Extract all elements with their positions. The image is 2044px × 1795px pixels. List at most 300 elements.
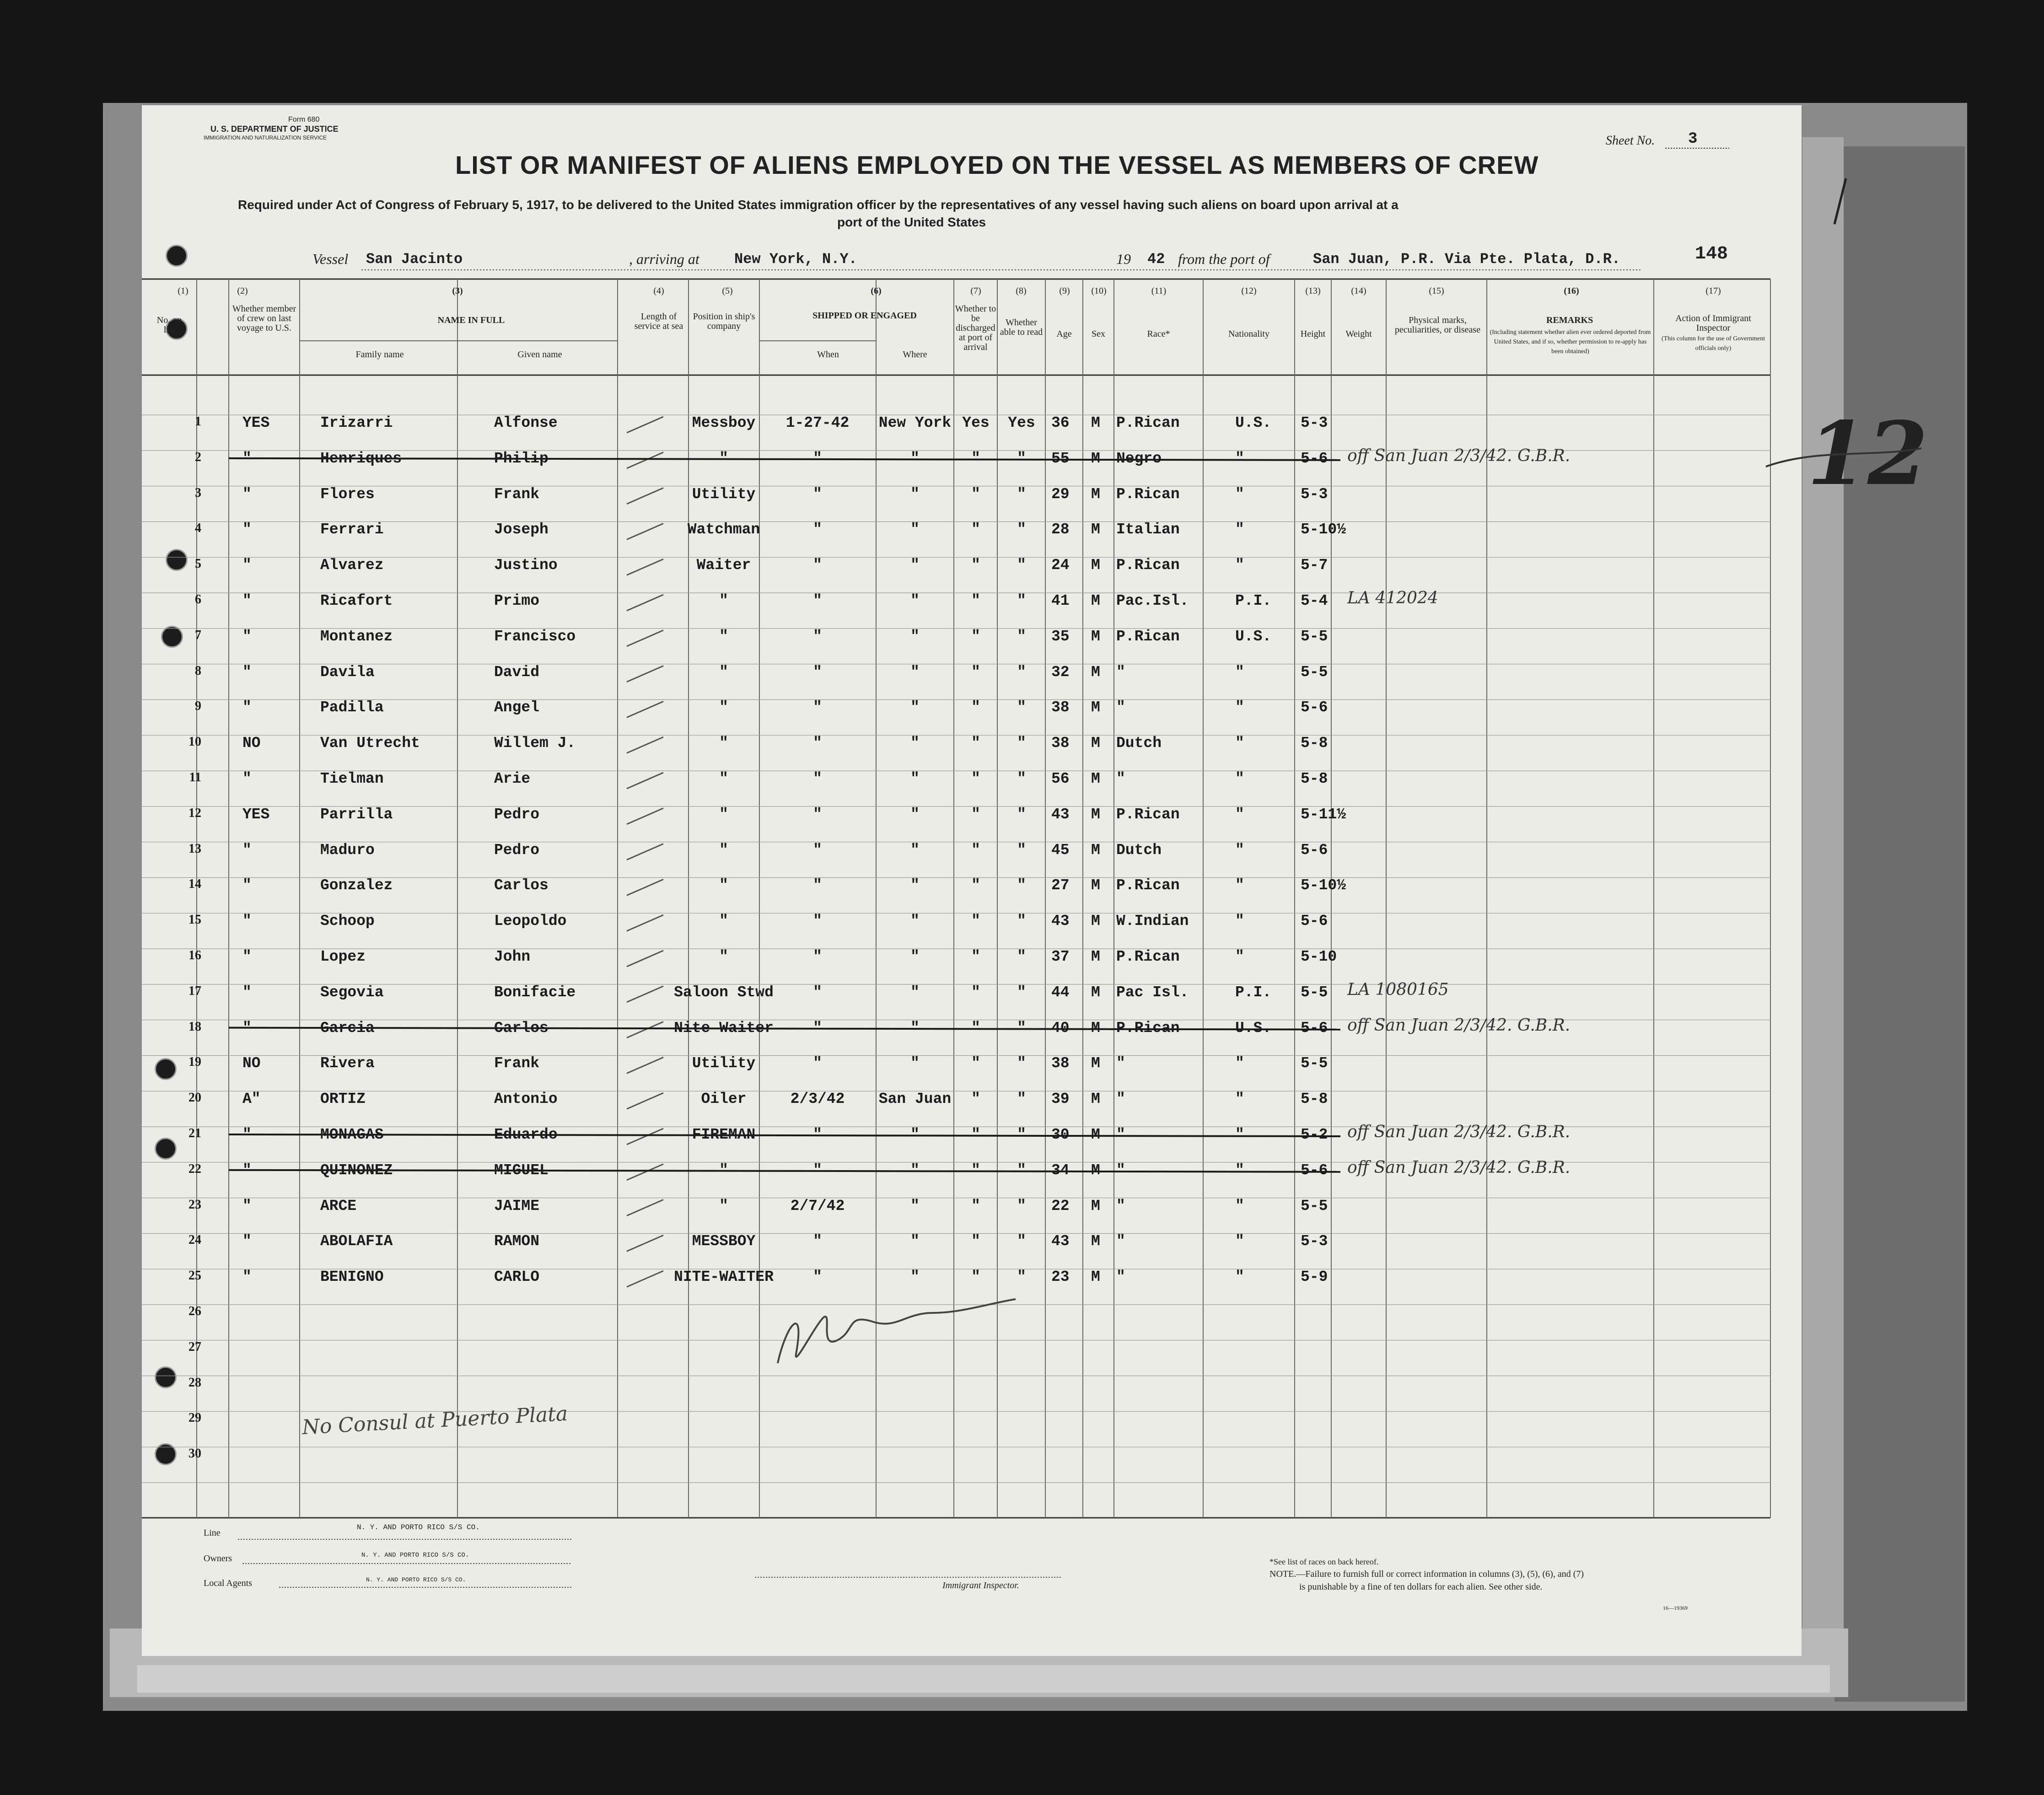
crew-discharged: " <box>971 521 980 538</box>
crew-position: " <box>719 735 728 752</box>
family-name-header: Family name <box>355 349 404 360</box>
crew-last: " <box>242 485 252 503</box>
crew-age: 41 <box>1051 592 1070 609</box>
crew-when: 2/3/42 <box>790 1091 845 1108</box>
crew-nationality: " <box>1235 806 1244 823</box>
crew-read: " <box>1017 450 1026 467</box>
crew-age: 32 <box>1051 663 1070 681</box>
line-label: Line <box>204 1528 221 1538</box>
from-port-label: from the port of <box>1178 251 1270 267</box>
crew-given: Arie <box>494 770 531 787</box>
arrival-port: New York, N.Y. <box>734 251 857 268</box>
crew-sex: M <box>1091 1126 1100 1143</box>
crew-last: " <box>242 948 252 965</box>
crew-nationality: " <box>1235 1055 1244 1072</box>
crew-height: 5-8 <box>1301 735 1328 752</box>
row-number: 8 <box>195 663 201 678</box>
crew-when: " <box>813 1019 822 1037</box>
crew-nationality: " <box>1235 450 1244 467</box>
crew-discharged: " <box>971 1268 980 1286</box>
crew-sex: M <box>1091 806 1100 823</box>
crew-last: " <box>242 628 252 645</box>
crew-where: " <box>910 1197 920 1215</box>
crew-age: 23 <box>1051 1268 1070 1286</box>
crew-discharged: " <box>971 1126 980 1143</box>
crew-age: 43 <box>1051 1233 1070 1250</box>
crew-height: 5-8 <box>1301 1091 1328 1108</box>
crew-race: Pac Isl. <box>1116 983 1189 1001</box>
crew-when: " <box>813 663 822 681</box>
row-number: 7 <box>195 628 201 642</box>
column-6-num: (6) <box>871 286 882 296</box>
crew-age: 44 <box>1051 983 1070 1001</box>
crew-age: 45 <box>1051 841 1070 859</box>
crew-sex: M <box>1091 1161 1100 1179</box>
crew-height: 5-7 <box>1301 557 1328 574</box>
crew-age: 38 <box>1051 699 1070 716</box>
crew-position: " <box>719 806 728 823</box>
column-17-label: Action of Immigrant Inspector <box>1675 313 1751 333</box>
service-name: IMMIGRATION AND NATURALIZATION SERVICE <box>204 134 327 141</box>
row-number: 9 <box>195 699 201 714</box>
crew-family: Flores <box>320 485 375 503</box>
crew-given: Alfonse <box>494 414 558 431</box>
crew-sex: M <box>1091 1233 1100 1250</box>
column-4-label: Length of service at sea <box>634 312 683 331</box>
crew-family: ORTIZ <box>320 1091 366 1108</box>
crew-height: 5-10 <box>1301 948 1337 965</box>
crew-race: " <box>1116 699 1125 716</box>
crew-nationality: " <box>1235 948 1244 965</box>
crew-read: " <box>1017 1091 1026 1108</box>
crew-read: " <box>1017 770 1026 787</box>
crew-race: Dutch <box>1116 735 1162 752</box>
crew-last: " <box>242 1197 252 1215</box>
crew-nationality: " <box>1235 913 1244 930</box>
crew-discharged: " <box>971 663 980 681</box>
crew-age: 30 <box>1051 1126 1070 1143</box>
crew-read: " <box>1017 628 1026 645</box>
row-number: 5 <box>195 557 201 571</box>
crew-where: " <box>910 877 920 894</box>
statute-line: Required under Act of Congress of February 5, 1917, to be delivered to the United States immigration officer by the representatives of any vessel having such aliens on board upon arrival at a <box>238 198 1399 212</box>
crew-last: YES <box>242 806 270 823</box>
column-10-num: (10) <box>1091 286 1107 296</box>
crew-read: " <box>1017 1126 1026 1143</box>
crew-race: " <box>1116 1161 1125 1179</box>
crew-age: 24 <box>1051 557 1070 574</box>
crew-height: 5-5 <box>1301 1197 1328 1215</box>
crew-height: 5-2 <box>1301 1126 1328 1143</box>
crew-when: " <box>813 806 822 823</box>
crew-given: Frank <box>494 485 540 503</box>
crew-height: 5-5 <box>1301 628 1328 645</box>
crew-height: 5-11½ <box>1301 806 1346 823</box>
crew-discharged: " <box>971 1161 980 1179</box>
crew-where: " <box>910 841 920 859</box>
crew-read: " <box>1017 913 1026 930</box>
crew-discharged: " <box>971 770 980 787</box>
crew-remark: off San Juan 2/3/42. G.B.R. <box>1347 446 1571 465</box>
column-5-label: Position in ship's company <box>693 312 755 331</box>
crew-race: " <box>1116 1091 1125 1108</box>
row-number: 2 <box>195 450 201 464</box>
crew-last: " <box>242 450 252 467</box>
crew-given: David <box>494 663 540 681</box>
arriving-label: , arriving at <box>629 251 699 267</box>
crew-family: Davila <box>320 663 375 681</box>
crew-given: Joseph <box>494 521 549 538</box>
crew-family: Parrilla <box>320 806 393 823</box>
crew-height: 5-5 <box>1301 983 1328 1001</box>
vessel-label: Vessel <box>312 251 349 267</box>
crew-where: " <box>910 1055 920 1072</box>
column-16-num: (16) <box>1564 286 1579 296</box>
crew-sex: M <box>1091 1019 1100 1037</box>
crew-race: Pac.Isl. <box>1116 592 1189 609</box>
crew-nationality: U.S. <box>1235 414 1272 431</box>
crew-last: " <box>242 877 252 894</box>
crew-discharged: " <box>971 1019 980 1037</box>
row-number: 16 <box>188 948 201 962</box>
crew-when: " <box>813 485 822 503</box>
crew-family: Lopez <box>320 948 366 965</box>
crew-position: " <box>719 663 728 681</box>
row-number: 29 <box>188 1411 201 1425</box>
crew-when: " <box>813 948 822 965</box>
crew-height: 5-8 <box>1301 770 1328 787</box>
crew-when: " <box>813 877 822 894</box>
print-code: 16—19369 <box>1663 1605 1688 1611</box>
crew-discharged: " <box>971 877 980 894</box>
crew-height: 5-3 <box>1301 485 1328 503</box>
crew-nationality: P.I. <box>1235 592 1272 609</box>
where-header: Where <box>903 349 927 360</box>
line-value: N. Y. AND PORTO RICO S/S CO. <box>357 1523 480 1532</box>
crew-discharged: " <box>971 1233 980 1250</box>
crew-read: " <box>1017 1019 1026 1037</box>
crew-race: " <box>1116 1268 1125 1286</box>
crew-last: NO <box>242 735 261 752</box>
crew-sex: M <box>1091 841 1100 859</box>
row-number: 12 <box>188 806 201 820</box>
crew-read: " <box>1017 663 1026 681</box>
crew-read: " <box>1017 485 1026 503</box>
column-14-num: (14) <box>1351 286 1366 296</box>
crew-height: 5-5 <box>1301 663 1328 681</box>
crew-family: Ricafort <box>320 592 393 609</box>
crew-height: 5-4 <box>1301 592 1328 609</box>
crew-when: 2/7/42 <box>790 1197 845 1215</box>
column-6-label: SHIPPED OR ENGAGED <box>812 311 917 321</box>
crew-sex: M <box>1091 1091 1100 1108</box>
column-13-num: (13) <box>1305 286 1321 296</box>
column-15-label: Physical marks, peculiarities, or disease <box>1394 315 1481 335</box>
crew-position: FIREMAN <box>692 1126 756 1143</box>
crew-position: " <box>719 450 728 467</box>
crew-where: " <box>910 663 920 681</box>
crew-age: 56 <box>1051 770 1070 787</box>
row-number: 18 <box>188 1019 201 1034</box>
crew-where: " <box>910 699 920 716</box>
crew-position: Nite Waiter <box>674 1019 774 1037</box>
crew-sex: M <box>1091 1197 1100 1215</box>
crew-last: " <box>242 1161 252 1179</box>
crew-family: Irizarri <box>320 414 393 431</box>
column-9-num: (9) <box>1059 286 1070 296</box>
crew-height: 5-6 <box>1301 1019 1328 1037</box>
crew-sex: M <box>1091 735 1100 752</box>
crew-age: 29 <box>1051 485 1070 503</box>
crew-given: RAMON <box>494 1233 540 1250</box>
crew-sex: M <box>1091 663 1100 681</box>
crew-given: CARLO <box>494 1268 540 1286</box>
crew-position: Utility <box>692 485 756 503</box>
crew-age: 34 <box>1051 1161 1070 1179</box>
crew-when: " <box>813 450 822 467</box>
crew-given: Frank <box>494 1055 540 1072</box>
crew-read: " <box>1017 877 1026 894</box>
row-number: 17 <box>188 983 201 998</box>
crew-family: QUINONEZ <box>320 1161 393 1179</box>
crew-last: " <box>242 913 252 930</box>
crew-last: " <box>242 699 252 716</box>
row-number: 22 <box>188 1161 201 1176</box>
crew-discharged: " <box>971 485 980 503</box>
crew-where: " <box>910 1268 920 1286</box>
crew-age: 39 <box>1051 1091 1070 1108</box>
crew-age: 27 <box>1051 877 1070 894</box>
crew-discharged: " <box>971 913 980 930</box>
crew-race: P.Rican <box>1116 1019 1180 1037</box>
crew-where: " <box>910 521 920 538</box>
crew-nationality: " <box>1235 521 1244 538</box>
crew-race: " <box>1116 770 1125 787</box>
crew-last: " <box>242 663 252 681</box>
crew-nationality: P.I. <box>1235 983 1272 1001</box>
crew-read: " <box>1017 1197 1026 1215</box>
crew-nationality: " <box>1235 1268 1244 1286</box>
crew-nationality: " <box>1235 699 1244 716</box>
crew-where: " <box>910 1019 920 1037</box>
crew-when: " <box>813 913 822 930</box>
crew-remark: LA 412024 <box>1347 589 1438 607</box>
crew-given: Carlos <box>494 1019 549 1037</box>
crew-sex: M <box>1091 913 1100 930</box>
crew-family: Gonzalez <box>320 877 393 894</box>
crew-age: 36 <box>1051 414 1070 431</box>
crew-family: Montanez <box>320 628 393 645</box>
weight-header: Weight <box>1345 329 1372 339</box>
crew-nationality: U.S. <box>1235 628 1272 645</box>
penalty-note-1: NOTE.—Failure to furnish full or correct information in columns (3), (5), (6), and (7) <box>1269 1569 1584 1579</box>
column-16-label: REMARKS <box>1546 315 1593 325</box>
row-number: 4 <box>195 521 201 536</box>
column-16-note: (Including statement whether alien ever ordered deported from United States, and if so, whether permission to re-apply has been obtained) <box>1490 329 1651 355</box>
crew-position: Watchman <box>687 521 760 538</box>
crew-sex: M <box>1091 877 1100 894</box>
crew-read: " <box>1017 841 1026 859</box>
crew-height: 5-3 <box>1301 414 1328 431</box>
crew-position: Waiter <box>696 557 751 574</box>
row-number: 28 <box>188 1375 201 1390</box>
crew-sex: M <box>1091 450 1100 467</box>
crew-read: " <box>1017 557 1026 574</box>
crew-family: ABOLAFIA <box>320 1233 393 1250</box>
crew-where: " <box>910 450 920 467</box>
crew-given: Justino <box>494 557 558 574</box>
crew-when: " <box>813 735 822 752</box>
crew-nationality: " <box>1235 663 1244 681</box>
crew-where: " <box>910 628 920 645</box>
crew-family: Segovia <box>320 983 384 1001</box>
crew-remark: off San Juan 2/3/42. G.B.R. <box>1347 1016 1571 1035</box>
crew-read: " <box>1017 1268 1026 1286</box>
crew-read: " <box>1017 699 1026 716</box>
crew-given: Primo <box>494 592 540 609</box>
column-2-label: Whether member of crew on last voyage to U.S. <box>232 304 296 333</box>
crew-where: " <box>910 806 920 823</box>
crew-discharged: " <box>971 699 980 716</box>
crew-discharged: " <box>971 983 980 1001</box>
crew-nationality: " <box>1235 1091 1244 1108</box>
crew-when: " <box>813 983 822 1001</box>
crew-when: " <box>813 1268 822 1286</box>
crew-race: P.Rican <box>1116 485 1180 503</box>
crew-last: " <box>242 557 252 574</box>
crew-nationality: " <box>1235 1126 1244 1143</box>
crew-last: " <box>242 770 252 787</box>
inspector-label: Immigrant Inspector. <box>942 1580 1019 1591</box>
crew-given: Angel <box>494 699 540 716</box>
crew-read: " <box>1017 1161 1026 1179</box>
crew-read: " <box>1017 983 1026 1001</box>
crew-family: Alvarez <box>320 557 384 574</box>
crew-when: " <box>813 699 822 716</box>
column-8-num: (8) <box>1016 286 1027 296</box>
margin-mark: 12 <box>1807 403 1928 505</box>
crew-height: 5-9 <box>1301 1268 1328 1286</box>
crew-given: Eduardo <box>494 1126 558 1143</box>
crew-nationality: " <box>1235 877 1244 894</box>
crew-nationality: " <box>1235 770 1244 787</box>
column-1-num: (1) <box>178 286 188 296</box>
row-number: 24 <box>188 1233 201 1247</box>
agents-value: N. Y. AND PORTO RICO S/S CO. <box>366 1576 466 1583</box>
crew-age: 40 <box>1051 1019 1070 1037</box>
sex-header: Sex <box>1092 329 1105 339</box>
row-number: 10 <box>188 735 201 749</box>
crew-where: " <box>910 770 920 787</box>
crew-sex: M <box>1091 557 1100 574</box>
crew-position: Oiler <box>701 1091 747 1108</box>
crew-race: " <box>1116 1126 1125 1143</box>
age-header: Age <box>1056 329 1072 339</box>
row-number: 23 <box>188 1197 201 1212</box>
column-17-note: (This column for the use of Government officials only) <box>1661 335 1765 352</box>
crew-sex: M <box>1091 699 1100 716</box>
year-prefix: 19 <box>1116 251 1131 267</box>
crew-nationality: " <box>1235 841 1244 859</box>
crew-last: A" <box>242 1091 261 1108</box>
owners-label: Owners <box>204 1553 232 1564</box>
crew-discharged: " <box>971 1197 980 1215</box>
crew-when: " <box>813 770 822 787</box>
crew-family: Schoop <box>320 913 375 930</box>
crew-given: Antonio <box>494 1091 558 1108</box>
crew-given: John <box>494 948 531 965</box>
crew-age: 22 <box>1051 1197 1070 1215</box>
crew-family: Van Utrecht <box>320 735 420 752</box>
crew-family: Garcia <box>320 1019 375 1037</box>
department-name: U. S. DEPARTMENT OF JUSTICE <box>210 124 339 134</box>
crew-discharged: " <box>971 1055 980 1072</box>
crew-last: " <box>242 1019 252 1037</box>
crew-race: Dutch <box>1116 841 1162 859</box>
crew-where: " <box>910 735 920 752</box>
column-2-num: (2) <box>237 286 248 296</box>
row-number: 11 <box>189 770 201 785</box>
crew-position: " <box>719 628 728 645</box>
crew-position: " <box>719 841 728 859</box>
column-7-label: Whether to be discharged at port of arrival <box>955 304 996 352</box>
crew-remark: LA 1080165 <box>1347 980 1449 999</box>
crew-remark: off San Juan 2/3/42. G.B.R. <box>1347 1158 1571 1177</box>
crew-race: W.Indian <box>1116 913 1189 930</box>
crew-where: San Juan <box>878 1091 952 1108</box>
crew-read: " <box>1017 592 1026 609</box>
crew-discharged: " <box>971 628 980 645</box>
consul-note: No Consul at Puerto Plata <box>301 1402 569 1440</box>
crew-read: " <box>1017 735 1026 752</box>
crew-sex: M <box>1091 1055 1100 1072</box>
crew-sex: M <box>1091 592 1100 609</box>
crew-position: " <box>719 699 728 716</box>
crew-discharged: " <box>971 806 980 823</box>
crew-age: 37 <box>1051 948 1070 965</box>
row-number: 13 <box>188 841 201 856</box>
crew-discharged: " <box>971 735 980 752</box>
crew-family: MONAGAS <box>320 1126 384 1143</box>
crew-race: " <box>1116 663 1125 681</box>
crew-race: Negro <box>1116 450 1162 467</box>
crew-race: P.Rican <box>1116 806 1180 823</box>
row-number: 26 <box>188 1304 201 1318</box>
crew-when: " <box>813 557 822 574</box>
crew-sex: M <box>1091 983 1100 1001</box>
crew-race: " <box>1116 1233 1125 1250</box>
row-number: 15 <box>188 913 201 927</box>
crew-height: 5-10½ <box>1301 521 1346 538</box>
stamp-number: 148 <box>1695 244 1728 264</box>
crew-height: 5-6 <box>1301 450 1328 467</box>
crew-when: " <box>813 1055 822 1072</box>
crew-nationality: " <box>1235 557 1244 574</box>
sheet-number: 3 <box>1688 130 1698 148</box>
crew-when: " <box>813 1126 822 1143</box>
crew-where: " <box>910 592 920 609</box>
crew-nationality: " <box>1235 1233 1244 1250</box>
crew-discharged: " <box>971 450 980 467</box>
crew-position: " <box>719 948 728 965</box>
crew-where: " <box>910 983 920 1001</box>
crew-family: ARCE <box>320 1197 357 1215</box>
crew-last: NO <box>242 1055 261 1072</box>
crew-given: Pedro <box>494 841 540 859</box>
crew-when: " <box>813 628 822 645</box>
crew-height: 5-6 <box>1301 841 1328 859</box>
crew-sex: M <box>1091 1268 1100 1286</box>
